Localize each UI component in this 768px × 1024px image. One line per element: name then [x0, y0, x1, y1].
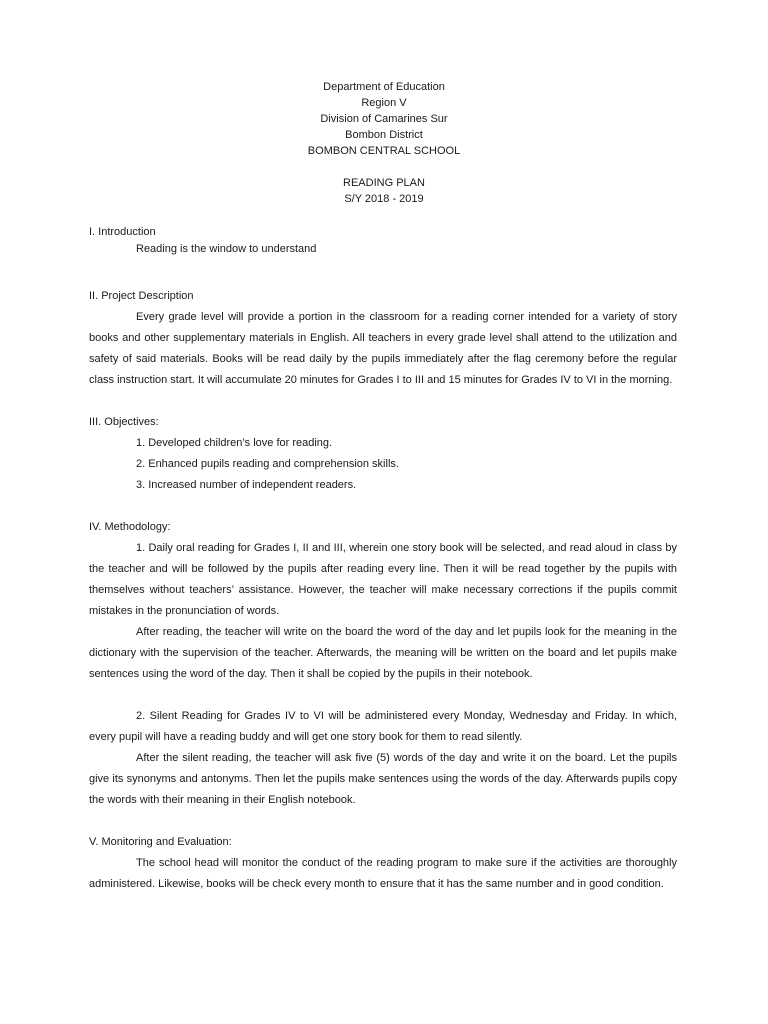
monitoring-heading: V. Monitoring and Evaluation: [89, 836, 232, 848]
header-school: BOMBON CENTRAL SCHOOL [307, 145, 461, 157]
methodology-heading: IV. Methodology: [89, 521, 171, 533]
methodology-paragraph-1: 1. Daily oral reading for Grades I, II and III, wherein one story book will be selected, and read aloud in class by the teacher and will be followed by the pupils after reading every line. Then it will be read together by the pupils with themselves without teachers’ assistance. However, the teacher will make necessary corrections if the pupils commit mistakes in the pronunciation of words. [89, 542, 677, 617]
document-body [89, 222, 677, 895]
objective-item-1: 1. Developed children’s love for reading. [136, 437, 333, 449]
header-division: Division of Camarines Sur [320, 113, 448, 125]
header-department: Department of Education [323, 81, 445, 93]
school-year: S/Y 2018 - 2019 [344, 193, 424, 205]
methodology-paragraph-4: After the silent reading, the teacher will ask five (5) words of the day and write it on the board. Let the pupils give its synonyms and antonyms. Then let the pupils make sentences using the words of the day. Afterwards pupils copy the words with their meaning in their English notebook. [89, 752, 677, 806]
monitoring-text: The school head will monitor the conduct of the reading program to make sure if the activities are thoroughly administered. Likewise, books will be check every month to ensure that it has the same number and in good condition. [89, 857, 677, 890]
project-description-heading: II. Project Description [89, 290, 194, 302]
introduction-heading: I. Introduction [89, 226, 156, 238]
objective-item-3: 3. Increased number of independent readers. [136, 479, 357, 491]
introduction-text: Reading is the window to understand [136, 243, 317, 255]
header-region: Region V [361, 97, 407, 109]
project-description-text: Every grade level will provide a portion in the classroom for a reading corner intended for a variety of story books and other supplementary materials in English. All teachers in every grade level shall attend to the utilization and safety of said materials. Books will be read daily by the pupils immediately after the flag ceremony before the regular class instruction start. It will accumulate 20 minutes for Grades I to III and 15 minutes for Grades IV to VI in the morning. [89, 311, 677, 386]
header-district: Bombon District [345, 129, 423, 141]
objective-item-2: 2. Enhanced pupils reading and comprehension skills. [136, 458, 399, 470]
document-title: READING PLAN [343, 177, 425, 189]
objectives-heading: III. Objectives: [89, 416, 159, 428]
document-header [0, 79, 768, 207]
methodology-paragraph-3: 2. Silent Reading for Grades IV to VI will be administered every Monday, Wednesday and Friday. In which, every pupil will have a reading buddy and will get one story book for them to read silently. [89, 710, 677, 743]
methodology-paragraph-2: After reading, the teacher will write on the board the word of the day and let pupils look for the meaning in the dictionary with the supervision of the teacher. Afterwards, the meaning will be written on the board and let pupils make sentences using the word of the day. Then it shall be copied by the pupils in their notebook. [89, 626, 677, 680]
